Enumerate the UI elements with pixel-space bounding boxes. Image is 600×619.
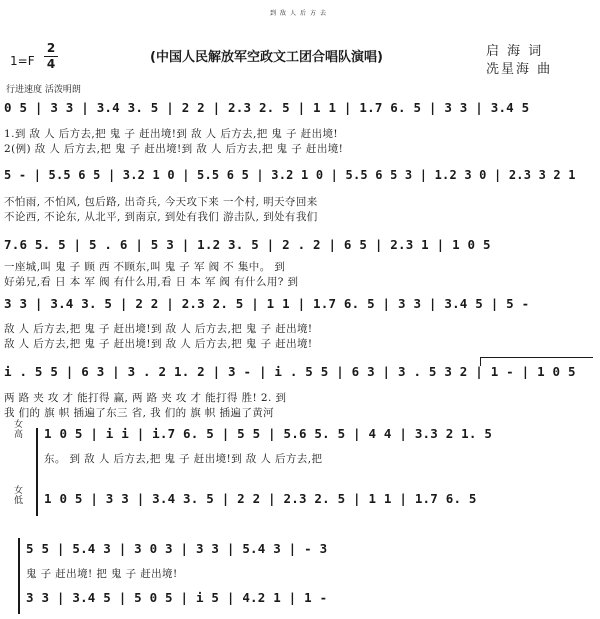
performer-note: (中国人民解放军空政文工团合唱队演唱) — [150, 50, 383, 65]
lyric-line-4b: 敌 人 后方去,把 鬼 子 赶出境!到 敌 人 后方去,把 鬼 子 赶出境! — [4, 338, 313, 350]
lyric-line-3b: 好弟兄,看 日 本 军 阀 有什么用,看 日 本 军 阀 有什么用? 到 — [4, 276, 299, 288]
lyric-line-1b: 2(例) 敌 人 后方去,把 鬼 子 赶出境!到 敌 人 后方去,把 鬼 子 赶出境! — [4, 143, 344, 155]
notation-line-9: 3 3 | 3.4 5 | 5 0 5 | i 5 | 4.2 1 | 1 - — [26, 590, 328, 605]
notation-line-8: 5 5 | 5.4 3 | 3 0 3 | 3 3 | 5.4 3 | - 3 — [26, 541, 328, 556]
notation-line-6: 1 0 5 | i i | i.7 6. 5 | 5 5 | 5.6 5. 5 | 4 4 | 3.3 2 1. 5 — [44, 426, 493, 441]
lyric-line-5a: 两 路 夹 攻 才 能打得 赢, 两 路 夹 攻 才 能打得 胜! 2. 到 — [4, 392, 287, 404]
lyric-line-8: 鬼 子 赶出境! 把 鬼 子 赶出境! — [26, 568, 178, 580]
voice-label-alto: 女低 — [14, 486, 24, 506]
song-title: 到敌人后方去 — [269, 10, 330, 17]
voice-bracket-2 — [18, 538, 20, 614]
lyric-line-2b: 不论西, 不论东, 从北平, 到南京, 到处有我们 游击队, 到处有我们 — [4, 211, 318, 223]
notation-line-5: i . 5 5 | 6 3 | 3 . 2 1. 2 | 3 - | i . 5 5 | 6 3 | 3 . 5 3 2 | 1 - | 1 0 5 — [4, 364, 576, 379]
lyric-line-6: 东。 到 敌 人 后方去,把 鬼 子 赶出境!到 敌 人 后方去,把 — [44, 453, 323, 465]
lyric-line-1a: 1.到 敌 人 后方去,把 鬼 子 赶出境!到 敌 人 后方去,把 鬼 子 赶出境! — [4, 128, 338, 140]
tempo-marking: 行进速度 活泼明朗 — [6, 85, 81, 95]
meter-bottom: 4 — [46, 57, 56, 71]
notation-line-7: 1 0 5 | 3 3 | 3.4 3. 5 | 2 2 | 2.3 2. 5 | 1 1 | 1.7 6. 5 — [44, 491, 477, 506]
notation-line-1: 0 5 | 3 3 | 3.4 3. 5 | 2 2 | 2.3 2. 5 | 1 1 | 1.7 6. 5 | 3 3 | 3.4 5 — [4, 100, 530, 115]
voice-label-soprano: 女高 — [14, 420, 24, 440]
lyricist-credit: 启 海 词 — [486, 44, 544, 59]
voice-bracket-1 — [36, 428, 38, 516]
notation-line-2: 5 - | 5.5 6 5 | 3.2 1 0 | 5.5 6 5 | 3.2 1 0 | 5.5 6 5 3 | 1.2 3 0 | 2.3 3 2 1 — [4, 168, 576, 182]
notation-line-4: 3 3 | 3.4 3. 5 | 2 2 | 2.3 2. 5 | 1 1 | 1.7 6. 5 | 3 3 | 3.4 5 | 5 - — [4, 296, 530, 311]
lyric-line-2a: 不怕雨, 不怕风, 包后路, 出奇兵, 今天攻下来 一个村, 明天夺回来 — [4, 196, 318, 208]
lyric-line-5b: 我 们的 旗 帜 插遍了东三 省, 我 们的 旗 帜 插遍了黄河 — [4, 407, 275, 419]
notation-line-3: 7.6 5. 5 | 5 . 6 | 5 3 | 1.2 3. 5 | 2 . 2 | 6 5 | 2.3 1 | 1 0 5 — [4, 237, 491, 252]
key-signature: 1=F — [10, 54, 35, 68]
lyric-line-4a: 敌 人 后方去,把 鬼 子 赶出境!到 敌 人 后方去,把 鬼 子 赶出境! — [4, 323, 313, 335]
meter-top: 2 — [46, 41, 56, 55]
composer-credit: 冼星海 曲 — [486, 62, 553, 77]
time-signature — [44, 42, 58, 71]
lyric-line-3a: 一座城,叫 鬼 子 顾 西 不顾东,叫 鬼 子 军 阀 不 集中。 到 — [4, 261, 286, 273]
